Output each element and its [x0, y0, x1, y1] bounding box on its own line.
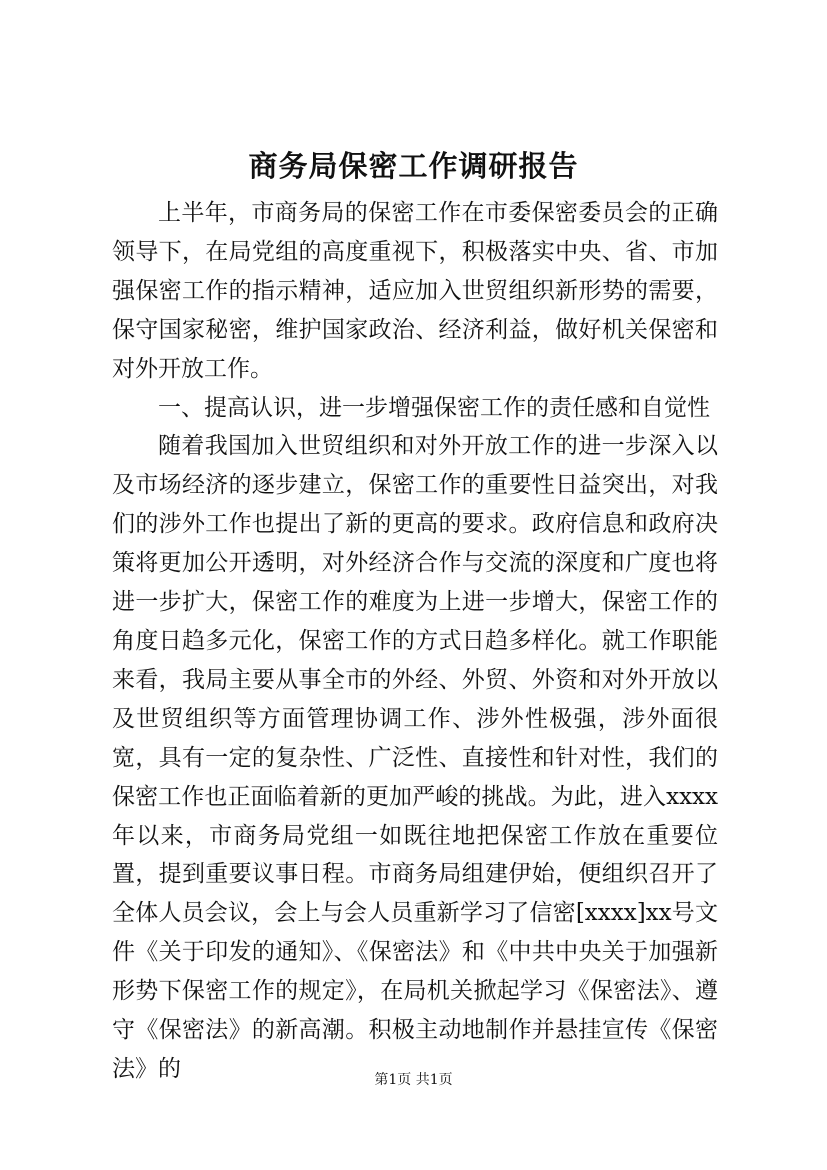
paragraph-intro: 上半年，市商务局的保密工作在市委保密委员会的正确领导下，在局党组的高度重视下，积极落实中央、省、市加强保密工作的指示精神，适应加入世贸组织新形势的需要，保守国家秘密，维护国家政治、经济利益，做好机关保密和对外开放工作。 [112, 200, 718, 382]
document-title: 商务局保密工作调研报告 [248, 149, 579, 183]
paragraph-section-1: 随着我国加入世贸组织和对外开放工作的进一步深入以及市场经济的逐步建立，保密工作的重要性日益突出，对我们的涉外工作也提出了新的更高的要求。政府信息和政府决策将更加公开透明，对外经济合作与交流的深度和广度也将进一步扩大，保密工作的难度为上进一步增大，保密工作的角度日趋多元化，保密工作的方式日趋多样化。就工作职能来看，我局主要从事全市的外经、外贸、外资和对外开放以及世贸组织等方面管理协调工作、涉外性极强，涉外面很宽，具有一定的复杂性、广泛性、直接性和针对性，我们的保密工作也正面临着新的更加严峻的挑战。为此，进入xxxx年以来，市商务局党组一如既往地把保密工作放在重要位置，提到重要议事日程。市商务局组建伊始，便组织召开了全体人员会议，会上与会人员重新学习了信密[xxxx]xx号文件《关于印发的通知》、《保密法》和《中共中央关于加强新形势下保密工作的规定》，在局机关掀起学习《保密法》、遵守《保密法》的新高潮。积极主动地制作并悬挂宣传《保密法》的 [112, 433, 718, 1082]
document-body [112, 194, 718, 1089]
page-footer: 第1页 共1页 [374, 1072, 453, 1088]
section-heading-1: 一、提高认识，进一步增强保密工作的责任感和自觉性 [158, 394, 710, 421]
